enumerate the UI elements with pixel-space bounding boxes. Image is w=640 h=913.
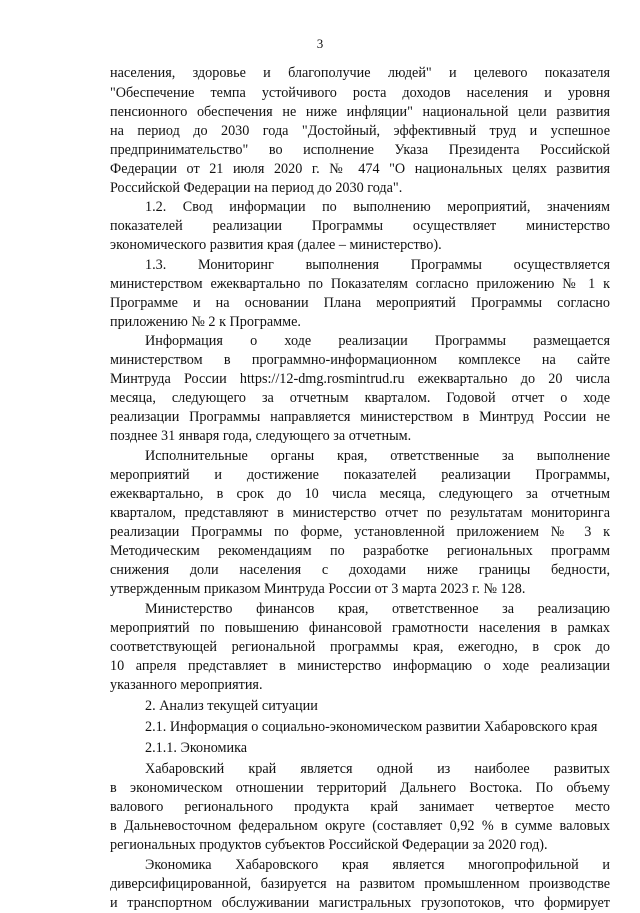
- text-line: Минтруда России https://12-dmg.rosmintrud.ru ежеквартально до 20 числа: [110, 371, 610, 387]
- text-line: "Обеспечение темпа устойчивого роста доходов населения и уровня: [110, 85, 610, 101]
- section-heading: 2.1. Информация о социально-экономическом развитии Хабаровского края: [145, 719, 598, 735]
- text-line: Методическим рекомендациям по разработке региональных программ: [110, 543, 610, 559]
- text-line: министерством в программно-информационном комплексе на сайте: [110, 352, 610, 368]
- text-line: реализации Программы по форме, установленной приложением № 3 к: [110, 524, 610, 540]
- text-line: Экономика Хабаровского края является многопрофильной и: [145, 857, 610, 873]
- text-line: региональных продуктов субъектов Российской Федерации за 2020 год).: [110, 837, 548, 853]
- text-line: Исполнительные органы края, ответственные за выполнение: [145, 448, 610, 464]
- text-line: мероприятий по повышению финансовой грамотности населения в рамках: [110, 620, 610, 636]
- text-line: населения, здоровье и благополучие людей" и целевого показателя: [110, 65, 610, 81]
- section-heading: 2.1.1. Экономика: [145, 740, 248, 756]
- text-line: показателей реализации Программы осуществляет министерство: [110, 218, 610, 234]
- text-line: на период до 2030 года "Достойный, эффективный труд и успешное: [110, 123, 610, 139]
- text-line: предпринимательство" во исполнение Указа Президента Российской: [110, 142, 610, 158]
- text-line: мероприятий и достижение показателей реализации Программы,: [110, 467, 610, 483]
- text-line: утвержденным приказом Минтруда России от 3 марта 2023 г. № 128.: [110, 581, 526, 597]
- text-line: указанного мероприятия.: [110, 677, 263, 693]
- text-line: месяца, следующего за отчетным кварталом. Годовой отчет о ходе: [110, 390, 610, 406]
- text-line: 10 апреля представляет в министерство информацию о ходе реализации: [110, 658, 610, 674]
- text-line: кварталом, представляют в министерство отчет по результатам мониторинга: [110, 505, 610, 521]
- text-line: Информация о ходе реализации Программы размещается: [145, 333, 610, 349]
- text-line: диверсифицированной, базируется на развитом промышленном производстве: [110, 876, 610, 892]
- text-line: Федерации от 21 июля 2020 г. № 474 "О национальных целях развития: [110, 161, 610, 177]
- text-line: Хабаровский край является одной из наиболее развитых: [145, 761, 610, 777]
- text-line: 1.2. Свод информации по выполнению мероприятий, значениям: [145, 199, 610, 215]
- text-line: Министерство финансов края, ответственное за реализацию: [145, 601, 610, 617]
- text-line: приложению № 2 к Программе.: [110, 314, 301, 330]
- text-line: Российской Федерации на период до 2030 года".: [110, 180, 403, 196]
- text-line: 1.3. Мониторинг выполнения Программы осуществляется: [145, 257, 610, 273]
- text-line: экономического развития края (далее – министерство).: [110, 237, 442, 253]
- text-line: и транспортном обслуживании магистральных грузопотоков, что формирует: [110, 895, 610, 911]
- text-line: ежеквартально, в срок до 10 числа месяца, следующего за отчетным: [110, 486, 610, 502]
- text-line: соответствующей региональной программы края, ежегодно, в срок до: [110, 639, 610, 655]
- text-line: министерством ежеквартально по Показателям согласно приложению № 1 к: [110, 276, 610, 292]
- section-heading: 2. Анализ текущей ситуации: [145, 698, 318, 714]
- text-line: пенсионного обеспечения не ниже инфляции" национальной цели развития: [110, 104, 610, 120]
- page-number: 3: [316, 36, 324, 51]
- text-line: снижения доли населения с доходами ниже границы бедности,: [110, 562, 610, 578]
- text-line: в экономическом отношении территорий Дальнего Востока. По объему: [110, 780, 610, 796]
- text-line: Программе и на основании Плана мероприятий Программы согласно: [110, 295, 610, 311]
- text-line: позднее 31 января года, следующего за отчетным.: [110, 428, 412, 444]
- text-line: в Дальневосточном федеральном округе (составляет 0,92 % в сумме валовых: [110, 818, 610, 834]
- text-line: реализации Программы направляется министерством в Минтруд России не: [110, 409, 610, 425]
- text-line: валового регионального продукта край занимает четвертое место: [110, 799, 610, 815]
